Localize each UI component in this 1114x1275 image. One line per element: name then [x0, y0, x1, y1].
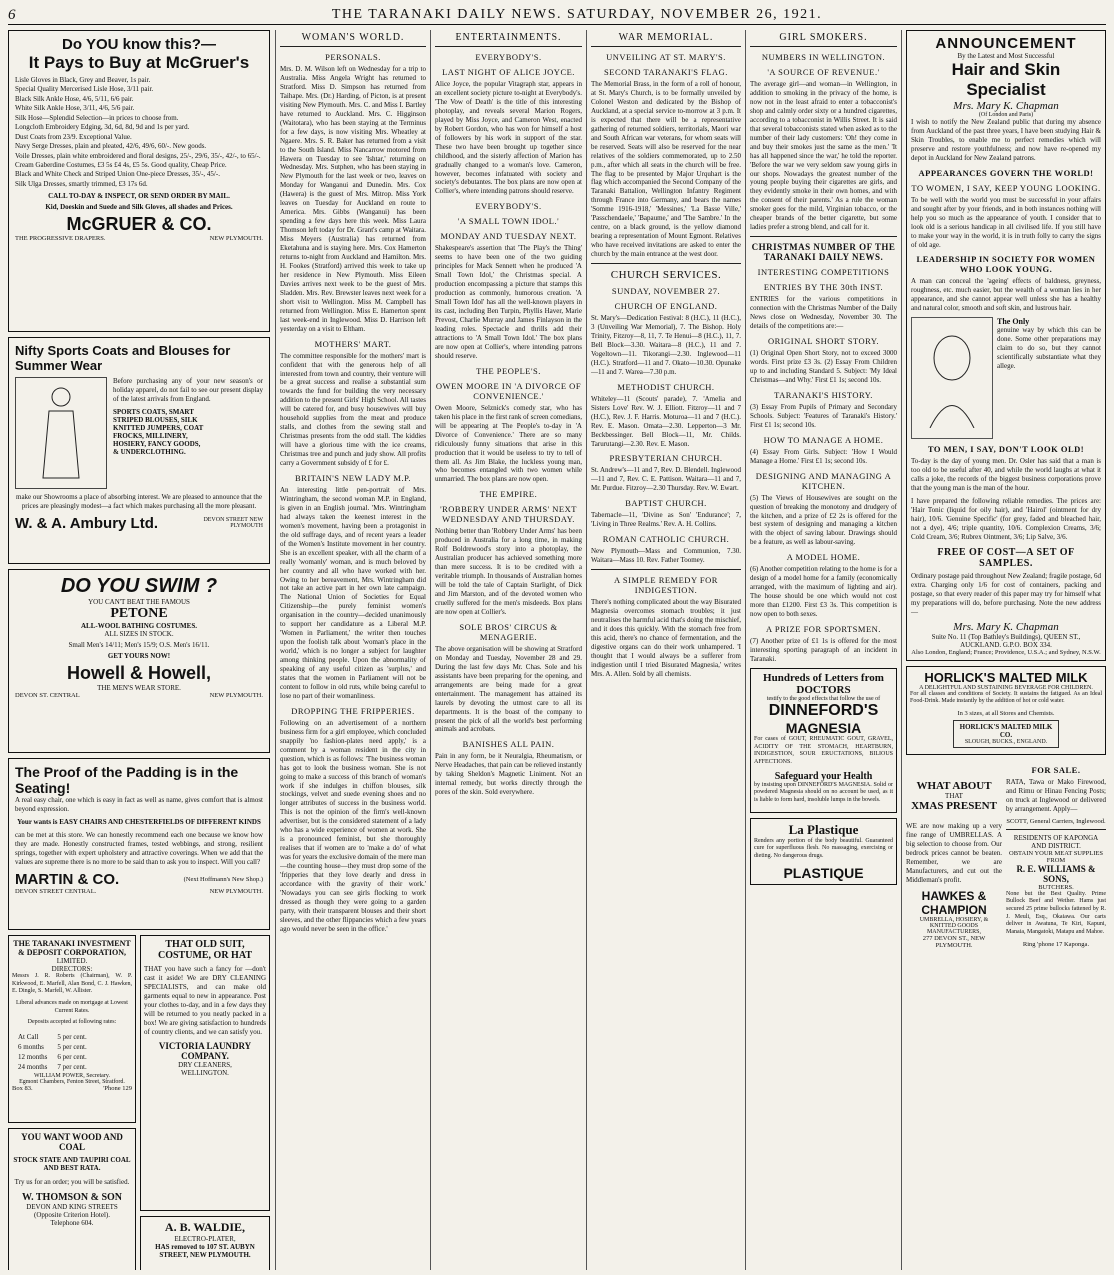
free-text: Ordinary postage paid throughout New Zealand; fragile postage, 6d extra. Charging only 1/6 for cost of containers, packing and postage, so that every reader of this paper may try for himself what my preparations will do, before purchasing. Note the new address— — [911, 571, 1101, 616]
free-heading: FREE OF COST—A SET OF SAMPLES. — [937, 546, 1075, 569]
presbyterian-text: St. Andrew's—11 and 7, Rev. D. Blendell. Inglewood—11 and 7, Rev. C. E. Pattison. Waitara—11 and 7, Mr. Purdue. Fitzroy—2.30 Thursday. Rev. W. Ewart. — [591, 466, 741, 493]
history-heading: TARANAKI'S HISTORY. — [774, 389, 873, 400]
woman-figure-icon — [31, 383, 91, 483]
address-name: Mrs. Mary K. Chapman — [953, 620, 1059, 633]
column-ads-left — [8, 30, 270, 1270]
ad-investment — [8, 935, 136, 1123]
womans-world-heading: WOMAN'S WORLD. — [280, 30, 426, 47]
rate-cell: 6 per cent. — [57, 1053, 87, 1062]
williams-text: None but the Best Quality. Prime Bullock Beef and Wether. Hams just secured 25 prime bullocks fattened by R. J. Meuli, Esq., Okaiawa. Our carts deliver in Awatuna, Te Kiri, Kapuni, Manaia, Mangatoki, Matapu and Mahoe. — [1006, 890, 1106, 936]
ambury-lines — [113, 408, 263, 456]
thomson-shop: W. THOMSON & SON — [21, 1192, 123, 1203]
circus-text: The above organisation will be showing at Stratford on Monday and Tuesday, November 28 and 29. During the last few days Mr. Chas. Sole and his assistants have been preparing for the opening, and arrangements are being made for a great entertainment. The management has attained its laurels by devoting the utmost care to all its departments. It is the boast of the company to present the pick of all the world's best performing animals and acrobats. — [435, 644, 582, 734]
prices-text: I have prepared the following reliable remedies. The prices are: 'Hair Tonic (liquid for oily hair), and 'Hairol' (ointment for dry hair), 10/6. 'Genuine Specific' (for grey, faded and bleached hair, not a dye), 4/6; triple quantity, 10/6. Complexion Creams, 3/6; Cold Cream, 3/6; Rubrex Ointment, 3/6; Lip Salve, 3/6. — [911, 497, 1101, 541]
cofe-text: St. Mary's—Dedication Festival: 8 (H.C.), 11 (H.C.), 3 (Unveiling War Memorial), 7. The Bishop. Holy Trinity, Fitzroy—8, 11, 7. Te Henui—8 (H.C.), 11, 7. Bell Block—3.30. Waitara—8 (H.C.), 11 and 7. Vogeltown—11. Tikorangi—2.30. Inglewood—11 (H.C.). Stratford—11 and 7. Okato—10.30. Opunake—11 and 7. Warea—7.30 p.m. — [591, 314, 741, 376]
column-war-memorial — [591, 30, 741, 1270]
column-rule — [901, 30, 902, 1270]
plastique-heading: La Plastique — [788, 821, 859, 837]
rate-cell: 6 months — [18, 1043, 44, 1052]
competitions-text: ENTRIES for the various competitions in connection with the Christmas Number of the Daily News close on Wednesday, November 30. The details of the competitions are:— — [750, 295, 897, 331]
sale-text: RATA, Tawa or Mako Firewood, and Rimu or Hinau Fencing Posts; on truck at Inglewood or delivered by arrangement. Apply— — [1006, 777, 1106, 813]
flag-heading: SECOND TARANAKI'S FLAG. — [604, 67, 728, 77]
horlicks-text: For all classes and conditions of Society. It sustains the fatigued. As an Ideal Food-Drink. Made instantly by the addition of hot or cold water. — [910, 690, 1102, 705]
mothers-mart-text: The committee responsible for the mothers' mart is confident that with the generous help of all interested from town and country, their venture will be a great success and realise a substantial sum towards the fund for building the very necessary addition to the present Girls' High School. All tastes will be catered for, and busy housewives will buy household supplies from the meat and produce stalls, and clothes from the sewing stall and Christmas presents from the odd stall. The kiddies will have a glorious time with the ice creams, Christmas tree and punch and judy show. All profits carry a Government subsidy of £ for £. — [280, 351, 426, 468]
what-about: WHAT ABOUT — [916, 779, 992, 792]
column-entertainments — [435, 30, 582, 1270]
thomson-headline: YOU WANT WOOD AND COAL — [21, 1132, 123, 1152]
personals-heading: PERSONALS. — [325, 52, 381, 62]
entertainments-heading: ENTERTAINMENTS. — [435, 30, 582, 47]
church-services-heading: CHURCH SERVICES. — [610, 269, 722, 282]
masthead-title: THE TARANAKI DAILY NEWS. SATURDAY, NOVEMBER 26, 1921. — [331, 7, 823, 22]
victoria-body: THAT you have such a fancy for —don't cast it aside! We are DRY CLEANING SPECIALISTS, and can make old garments equal to new in appearance. Post your clothes to-day, and in a few days they will be returned to you neatly packed in a box! We are giving satisfaction to hundreds of country clients, and we can satisfy you. — [144, 965, 266, 1036]
thomson-addr1: DEVON AND KING STREETS — [26, 1203, 118, 1211]
govern-subheading: TO WOMEN, I SAY, KEEP YOUNG LOOKING. — [911, 182, 1101, 193]
baptist-text: Tabernacle—11, 'Divine as Son' 'Endurance'; 7, 'Living in Three Realms.' Rev. A. H. Collins. — [591, 511, 741, 529]
hawkes-sub: UMBRELLA, HOSIERY, & KNITTED GOODS MANUFACTURERS, — [919, 916, 989, 935]
investment-secretary: WILLIAM POWER, Secretary. — [34, 1073, 110, 1080]
rate-row — [14, 1063, 91, 1071]
column-rule — [586, 30, 587, 1270]
martin-left: DEVON STREET CENTRAL. — [15, 887, 97, 895]
mcgruer-item: Special Quality Mercerised Lisle Hose, 3/11 pair. — [15, 85, 154, 94]
waldie-address: HAS removed to 107 ST. AUBYN STREET, NEW PLYMOUTH. — [155, 1243, 255, 1259]
ad-martin — [8, 758, 270, 930]
mcgruer-item-list — [15, 76, 263, 189]
cofe-heading: CHURCH OF ENGLAND. — [614, 301, 718, 312]
horlicks-heading: HORLICK'S MALTED MILK — [924, 669, 1088, 685]
leadership-text: A man can conceal the 'ageing' effects of baldness, greyness, roughness, etc. much easier, but the wealth of a woman lies in her appearance, and she cannot appear well unless she has a healthy and natural color, smooth and soft skin, and lustrous hair. — [911, 277, 1101, 313]
govern-text: To be well with the world you must be successful in your affairs and sought after by your friends, and in both instances nothing will help you so much as the appearance of youth. I consider that to look old is a serious handicap in all civilised life. If you still have to make your way in the world, it is in truth folly to carry the signs of old age. — [911, 195, 1101, 249]
robbery-heading: 'ROBBERY UNDER ARMS' NEXT WEDNESDAY AND THURSDAY. — [440, 504, 577, 525]
mcgruer-callout: CALL TO-DAY & INSPECT, OR SEND ORDER BY MAIL. — [48, 192, 230, 201]
investment-offices: Egmont Chambers, Fenton Street, Stratford. — [19, 1079, 125, 1086]
catholic-text: New Plymouth—Mass and Communion, 7.30. Waitara—Mass 10. Rev. Father Toomey. — [591, 547, 741, 565]
christmas-number-heading: CHRISTMAS NUMBER OF THE TARANAKI DAILY NEWS. — [751, 242, 896, 263]
chapman-name: Mrs. Mary K. Chapman — [953, 100, 1059, 112]
meat-heading: OBTAIN YOUR MEAT SUPPLIES FROM — [1009, 849, 1103, 864]
chapman-intro: I wish to notify the New Zealand public that during my absence from Auckland of the past three years, I have been studying Hair & Skin Troubles, to enable me to perfect remedies which will preserve and restore youthfulness; and now have re-opened my depot in Auckland for New Zealand patrons. — [911, 118, 1101, 162]
dinneford-brand: DINNEFORD'S — [768, 701, 879, 719]
victoria-shop: VICTORIA LAUNDRY COMPANY. — [158, 1040, 252, 1061]
mcgruer-headline: Do YOU know this?— — [62, 36, 216, 53]
hawkes-address: 277 DEVON ST., NEW PLYMOUTH. — [922, 934, 986, 949]
page-number: 6 — [8, 6, 16, 23]
martin-body: A real easy chair, one which is easy in fact as well as name, gives comfort that is almost beyond expression. — [15, 796, 263, 813]
scott-name: SCOTT, General Carriers, Inglewood. — [1006, 817, 1106, 825]
ambury-illustration — [15, 377, 107, 489]
circus-heading: SOLE BROS' CIRCUS & MENAGERIE. — [459, 621, 558, 642]
that-label: THAT — [945, 791, 963, 800]
girl-smokers-heading: GIRL SMOKERS. — [750, 30, 897, 47]
column-rule — [745, 30, 746, 1270]
column-womans-world — [280, 30, 426, 1270]
mcgruer-extra: Kid, Doeskin and Suede and Silk Gloves, all shades and Prices. — [45, 203, 233, 212]
martin-next: (Next Hoffmann's New Shop.) — [183, 875, 263, 883]
howell-line1: YOU CAN'T BEAT THE FAMOUS — [88, 598, 190, 606]
leadership-heading: LEADERSHIP IN SOCIETY FOR WOMEN WHO LOOK YOUNG. — [916, 254, 1096, 275]
ad-waldie — [140, 1216, 270, 1270]
howell-line2: ALL-WOOL BATHING COSTUMES. — [81, 622, 197, 630]
ad-ambury — [8, 337, 270, 564]
robbery-text: Nothing better than 'Robbery Under Arms' has been produced in Australia for a long time, in making Rolf Boldrewood's story into a photoplay, the Australian producer has achieved something more than mere success. It is to be credited with a veritable triumph. In thousands of Australian homes will be told the tale of Captain Starlight, of Dick and Jim Marston, and of the devoted women who cruelly suffered for the men's misdeeds. Box plans are now open at Collier's. — [435, 527, 582, 616]
mcgruer-item: Black Silk Ankle Hose, 4/6, 5/11, 6/6 pair. — [15, 94, 134, 103]
howell-brand: PETONE — [110, 606, 168, 621]
thomson-line: STOCK STATE AND TAUPIRI COAL AND BEST RATA. — [13, 1156, 131, 1172]
govern-heading: APPEARANCES GOVERN THE WORLD! — [918, 167, 1094, 178]
martin-right: NEW PLYMOUTH. — [209, 887, 263, 895]
mcgruer-item: Black and White Check and Striped Union One-piece Dresses, 35/-, 45/-. — [15, 170, 220, 179]
safeguard-heading: Safeguard your Health — [774, 770, 873, 782]
mcgruer-item: Cream Gaberdine Costumes, £3 5s £4 4s, £5 5s. Good quality, Cheap Price. — [15, 160, 227, 169]
martin-want: Your wants is EASY CHAIRS AND CHESTERFIELDS OF DIFFERENT KINDS — [17, 817, 261, 826]
story-heading: ORIGINAL SHORT STORY. — [768, 336, 879, 347]
thomson-try: Try us for an order; you will be satisfied. — [14, 1178, 130, 1186]
howell-shop: Howell & Howell, — [66, 663, 212, 683]
ambury-headline: Nifty Sports Coats and Blouses for Summer Wear — [15, 343, 231, 373]
joyce-heading: LAST NIGHT OF ALICE JOYCE. — [442, 67, 575, 77]
ambury-line: HOSIERY, FANCY GOODS, — [113, 439, 201, 448]
kitchen-heading: DESIGNING AND MANAGING A KITCHEN. — [755, 470, 892, 491]
howell-sub: THE MEN'S WEAR STORE. — [97, 684, 181, 692]
thomson-phone: Telephone 604. — [50, 1219, 94, 1227]
waldie-name: A. B. WALDIE, — [164, 1220, 246, 1234]
xmas-present: XMAS PRESENT — [911, 799, 997, 812]
mcgruer-shop: McGRUER & CO. — [66, 214, 212, 235]
home-heading: HOW TO MANAGE A HOME. — [763, 434, 884, 445]
revenue-heading: 'A SOURCE OF REVENUE.' — [767, 67, 880, 77]
investment-liberal: Liberal advances made on mortgage at Lowest Current Rates. — [16, 1000, 128, 1014]
history-text: (3) Essay From Pupils of Primary and Secondary Schools. Subject: 'Features of Taranaki's History.' First £1 1s; second 10s. — [750, 402, 897, 429]
rate-row — [14, 1043, 91, 1051]
ad-dinneford — [750, 668, 897, 813]
mcgruer-tagline: It Pays to Buy at McGruer's — [28, 53, 250, 72]
rates-table — [12, 1031, 93, 1073]
baptist-heading: BAPTIST CHURCH. — [625, 498, 707, 509]
kaponga-heading: RESIDENTS OF KAPONGA AND DISTRICT. — [1013, 833, 1099, 850]
mcgruer-right: NEW PLYMOUTH. — [209, 235, 263, 243]
howell-line3: ALL SIZES IN STOCK. — [104, 630, 174, 638]
hawkes-text: WE are now making up a very fine range of UMBRELLAS. A big selection to choose from. Our bedrock prices cannot be beaten. Remember, we are Manufacturers, and cut out the Middleman's profit. — [906, 821, 1002, 884]
sports-heading: A PRIZE FOR SPORTSMEN. — [766, 624, 881, 635]
howell-prices: Small Men's 14/11; Men's 15/9; O.S. Men's 16/11. — [68, 641, 210, 649]
howell-right: NEW PLYMOUTH. — [209, 692, 263, 699]
investment-deposits: Deposits accepted at following rates: — [27, 1019, 117, 1026]
men-heading: TO MEN, I SAY, DON'T LOOK OLD! — [927, 444, 1085, 455]
model-text: (6) Another competition relating to the home is for a design of a model home for a family (economically arranged, with the maximum of lighting and air). The house should be one which would not cost more than £1200. First £3 3s. This competition is now open to both sexes. — [750, 565, 897, 619]
ads-bottom-row — [8, 935, 270, 1270]
williams-phone: Ring 'phone 17 Kaponga. — [1022, 940, 1090, 948]
ad-victoria — [140, 935, 270, 1211]
martin-shop: MARTIN & CO. — [15, 870, 120, 888]
mcgruer-left: THE PROGRESSIVE DRAPERS. — [15, 235, 106, 243]
unveiling-heading: UNVEILING AT ST. MARY'S. — [606, 52, 726, 62]
ads-bottom-announce-left — [906, 760, 1002, 949]
fripperies-text: Following on an advertisement of a northern business firm for a girl employee, which concluded snappily 'no fashion-plates need apply,' is a comment by a woman resident in the city in question, which is as follows: 'The business woman has got to look the business woman. She is not going to make a success of this branch of woman's work if she indulges in chiffon blouses, silk stockings, velvet and suede evening shoes and no longer attributes of success in the business world. This is not the opinion of the firm's well-known advertiser, but is the considered statement of a lady who has a wide experience of women at work. She is a pronounced feminist, but she thoroughly realises that if women are to 'make a do' of what was for years the exclusive domain of the mere man—the counting house—they must drop some of the 'fripperies that they love dearly and dress in accordance with the gravity of their work.' 'Nowadays you can see girls flocking to work dressed as though they were going to a garden party, with their transparent blouses and their short sleeves, and the other flippancies which a few years ago would never be seen in the office.' — [280, 718, 426, 933]
owen-moore-heading: OWEN MOORE IN 'A DIVORCE OF CONVENIENCE.' — [435, 380, 582, 401]
dinneford-mid: testify to the good effects that follow the use of — [766, 695, 881, 702]
banishes-heading: BANISHES ALL PAIN. — [462, 739, 555, 750]
portrait-illustration — [911, 317, 993, 439]
ad-plastique — [750, 818, 897, 885]
column-announcement — [906, 30, 1106, 1270]
portrait-icon — [922, 328, 982, 428]
ambury-line: SPORTS COATS, SMART — [113, 407, 194, 416]
mcgruer-item: Navy Serge Dresses, plain and pleated, 42/6, 49/6, 60/-. New goods. — [15, 142, 207, 151]
personals-text: Mrs. D. M. Wilson left on Wednesday for a trip to Australia. Miss Angela Wright has returned to Stratford. Miss D. Simpson has returned from Taihape. Mrs. (Dr.) Harding, of Picton, is at present visiting New Plymouth. Mrs. C. and Miss I. Bartley have returned to Auckland. Mrs. C. Higginson (Waitotara), who has been staying at the Terminus for a few days, is now visiting Mrs. Wheatley at Ngaere. Mrs. S. R. Baker has returned from a visit to the South Island. Miss Nancarrow motored from Hawera on Tuesday to see 'Ishtar,' returning on Wednesday. Mrs. Sutphen, who has been staying in New Plymouth for the last week or two, leaves on Monday for Wanganui and Dunedin. Mrs. Cox (Hawera) is the guest of Mrs. Mitrop. Miss York leaves on Tuesday for Auckland en route to America. Mrs. Gibbs (Wanganui) has been spending a few days here this week. Miss Laura Thomson left today for Dr. Grant's camp at Waitara. Miss Meyers (Australia) has returned from Eketahuna and is staying here. Mrs. Cox Hamerton returns to-night from Auckland and Hamilton. Mrs. H. Fookes (Stratford) arrived this week to take up her residence in New Plymouth. Miss Eileen Davies arrives next week to be the guest of Mrs. Sladden. Mrs. Rev. Brewster leaves next week for a short visit to Wellington. Miss M. Campbell has returned from Wellington. Miss E. Hamerton spent last week-end in Inglewood. Miss D. Harrison left yesterday on a visit to Eltham. — [280, 65, 426, 333]
martin-headline: The Proof of the Padding is in the Seating! — [15, 764, 239, 796]
mothers-mart-heading: MOTHERS' MART. — [314, 338, 392, 349]
investment-directors: Messrs J. R. Roberts (Chairman), W. P. Kirkwood, E. Marfell, Alan Bond, C. J. Hawken, E. Dingle, S. Marfell, W. Allister. — [12, 973, 132, 995]
mcgruer-item: Voile Dresses, plain white embroidered and floral designs, 25/-, 29/6, 35/-, 42/-, to 65/-. — [15, 151, 261, 160]
peoples-heading: THE PEOPLE'S. — [476, 365, 541, 376]
horlicks-tins: In 3 sizes, at all Stores and Chemists. — [957, 709, 1055, 717]
only-text: genuine way by which this can be done. Some other preparations may claim to do so, but they cannot scientifically substantiate what they allege. — [997, 326, 1101, 371]
ad-horlicks — [906, 666, 1106, 755]
mcgruer-item: Longcloth Embroidery Edging, 3d, 6d, 8d, 9d and 1s per yard. — [15, 123, 190, 132]
ad-howell — [8, 569, 270, 753]
empire-heading: THE EMPIRE. — [479, 489, 538, 500]
victoria-headline: THAT OLD SUIT, COSTUME, OR HAT — [158, 939, 252, 961]
chapman-also: Also London, England; France; Providence, U.S.A.; and Sydney, N.S.W. — [911, 648, 1101, 656]
martin-body2: can be met at this store. We can honestly recommend each one because we know how they are made. Honestly constructed frames, tested webbings, and strong, resilient springs, together with expert upholstery and attractive coverings. When we add that the values are supreme there is no more to be said than to ask you to inspect. Will you call? — [15, 830, 263, 866]
howell-headline: DO YOU SWIM ? — [60, 575, 218, 597]
safeguard-text: by insisting upon DINNEFORD'S MAGNESIA. Solid or powdered Magnesia should on no account be used, as it is liable to form hard, insoluble lumps in the bowels. — [754, 781, 893, 803]
chapman-of: (Of London and Paris) — [978, 112, 1034, 118]
ambury-line: KNITTED JUMPERS, COAT — [113, 423, 204, 432]
ad-chapman — [906, 30, 1106, 661]
model-heading: A MODEL HOME. — [786, 552, 861, 563]
ads-bottom-announce — [906, 760, 1106, 949]
dinneford-text: For cases of GOUT, RHEUMATIC GOUT, GRAVEL, ACIDITY OF THE STOMACH, HEARTBURN, INDIGESTION, SOUR ERUCTATIONS, BILIOUS AFFECTIONS. — [754, 735, 893, 765]
men-text: To-day is the day of young men. Dr. Osler has said that a man is too old to be useful after 40, and while the world laughs at what it calls a joke, the records of the biggest business corporations prove that the young man is the man of the hour. — [911, 457, 1101, 493]
investment-phone: 'Phone 129 — [103, 1085, 132, 1093]
investment-box: Box 83. — [12, 1085, 33, 1093]
hawkes-shop: HAWKES & CHAMPION — [921, 888, 987, 917]
investment-title: THE TARANAKI INVESTMENT & DEPOSIT CORPORATION, — [13, 939, 131, 957]
victoria-town: WELLINGTON. — [181, 1068, 229, 1077]
waldie-trade: ELECTRO-PLATER, — [174, 1235, 236, 1243]
joyce-text: Alice Joyce, the popular Vitagraph star, appears in an excellent society picture to-night at Everybody's. 'The Vow of Death' is the title of this interesting photoplay, and reveals several Marion Rogers, played by Miss Joyce, and Cameron West, enacted by Robert Gordon, who has won for himself a host of followers by his work in support of the star. These two have been brought up together since childhood, and the sisterly affection of Marion has gradually changed to a woman's love. Cameron, however, becomes infatuated with society and society's debutantes. The box plans are now open at Collier's, where intending patrons should reserve. — [435, 80, 582, 196]
victoria-sub: DRY CLEANERS, — [178, 1060, 232, 1069]
ads-bottom-right — [140, 935, 270, 1270]
rate-cell: 12 months — [18, 1053, 48, 1062]
home-text: (4) Essay From Girls. Subject: 'How I Would Manage a Home.' First £1 1s; second 10s. — [750, 447, 897, 465]
war-memorial-heading: WAR MEMORIAL. — [591, 30, 741, 47]
girl-smokers-text: The average girl—and woman—in Wellington, in addition to smoking in the privacy of the home, is now not in the least afraid to enter a tobacconist's shop and calmly order sixty or a hundred cigarettes, according to a tobacconist in Willis Street. It is said that several tobacconists stated when asked as to the number of their lady customers: 'Oh! they come in and buy their smokes just the same as the men.' 'It has all happened since the war,' he told the reporter. 'Before the war we very seldom saw young girls in our shops. Nowadays the greatest number of the young people buying their cigarettes are girls, and they evidently smoke in their own homes, and with the consent of their parents.' As a rule the woman smoker goes for the mild, Virginian tobacco, or the cheaper brands of the better cigarette, but some ladies prefer a strong blend, and call for it. — [750, 80, 897, 232]
entries-heading: ENTRIES BY THE 30th INST. — [763, 282, 884, 293]
mcgruer-item: Lisle Gloves in Black, Grey and Beaver, 1s pair. — [15, 76, 151, 84]
methodist-heading: METHODIST CHURCH. — [617, 381, 715, 392]
owen-moore-text: Owen Moore, Selznick's comedy star, who has taken his place in the first rank of screen comedians, will be appearing at The People's to-day in 'A Divorce of Convenience.' There are so many ridiculously funny situations that arise in this production that it would be useless to try to tell of them all. As Jim Blake, the luckless young man, who becomes entangled with two women while unmarried. The box plans are now open. — [435, 403, 582, 484]
announcement-heading: ANNOUNCEMENT — [935, 35, 1077, 52]
lady-mp-heading: BRITAIN'S NEW LADY M.P. — [294, 472, 411, 483]
ambury-footer: make our Showrooms a place of absorbing interest. We are pleased to announce that the prices are pleasingly modest—a fact which makes purchasing all the more pleasant. — [16, 493, 262, 510]
rate-cell: At Call — [18, 1033, 39, 1042]
ads-bottom-left — [8, 935, 136, 1270]
chapman-address: Suite No. 11 (Top Bathley's Buildings), QUEEN ST., AUCKLAND. G.P.O. BOX 334. — [931, 632, 1081, 649]
mcgruer-item: Silk Hose—Splendid Selection—in prices to choose from. — [15, 113, 179, 122]
kitchen-text: (5) The Views of Housewives are sought on the question of breaking the monotony and drudgery of the kitchen, and a prize of £2 2s is offered for the best system of designing and managing a kitchen with the object of saving labour. Drawings should be a feature, as well as labour-saving. — [750, 493, 897, 547]
war-memorial-text: The Memorial Brass, in the form of a roll of honour, at St. Mary's Church, is to be formally unveiled by Colonel Weston and dedicated by the Bishop of Auckland, at a special service to-morrow at 3 p.m. It is expected that there will be a representative gathering of returned soldiers, territorials, Maori war and South African war veterans, for whom seats will be reserved. Seats will also be reserved for the near relatives of the soldiers commemorated, up to 2.50 p.m., after which all seats in the church will be free. The flag to be presented by Major Urquhart is the flag which accompanied the Second Company of the Taranaki Battalion, Wellington Infantry Regiment through France into Germany, and bears the names 'Somme 1916-1918,' 'Messines,' 'La Basse Ville,' 'Passchendaele,' 'Bapaume,' and 'The Sambre.' In the centre, on a black ground, is the yellow diamond bearing a representation of Mount Egmont. Relatives who have received invitations are asked to enter the church by the main entrance at the west door. — [591, 80, 741, 259]
rate-cell: 5 per cent. — [57, 1033, 87, 1042]
rate-cell: 7 per cent. — [57, 1063, 87, 1072]
ambury-line: FROCKS, MILLINERY, — [113, 431, 188, 440]
small-town-idol-date: MONDAY AND TUESDAY NEXT. — [440, 231, 577, 242]
ambury-line: STRIPED BLOUSES, SILK — [113, 415, 198, 424]
numbers-heading: NUMBERS IN WELLINGTON. — [761, 52, 886, 62]
ambury-address: DEVON STREET NEW PLYMOUTH — [203, 517, 263, 530]
by-latest: By the Latest and Most Successful — [957, 52, 1055, 60]
horlicks-sub: A DELIGHTFUL AND SUSTAINING BEVERAGE FOR CHILDREN. — [919, 684, 1093, 691]
sale-heading: FOR SALE. — [1031, 764, 1081, 775]
fripperies-heading: DROPPING THE FRIPPERIES. — [291, 705, 415, 716]
investment-limited: LIMITED. — [56, 957, 88, 965]
column-rule — [275, 30, 276, 1270]
dinneford-top: Hundreds of Letters from DOCTORS — [763, 671, 884, 696]
hair-skin-heading: Hair and Skin Specialist — [951, 60, 1061, 99]
rate-cell: 24 months — [18, 1063, 48, 1072]
mcgruer-item: Dust Coats from 23/9. Exceptional Value. — [15, 132, 132, 141]
horlicks-jar-label: HORLICK'S MALTED MILK CO. — [959, 722, 1053, 739]
rate-row — [14, 1033, 91, 1041]
butchers-label: BUTCHERS. — [1038, 883, 1074, 891]
ad-mcgruer — [8, 30, 270, 332]
story-text: (1) Original Open Short Story, not to exceed 3000 words. First prize £3 3s. (2) Essay From Children up to and including Standard 5. Subject: 'My Ideal Christmas—and Why.' First £1 1s; second 10s. — [750, 349, 897, 384]
indigestion-text: There's nothing complicated about the way Bisurated Magnesia overcomes stomach troubles; it just neutralises the harmful acid that's doing the mischief, and it does this quickly. With the stomach free from this acid, there's no chance of fermentation, and the digestive organs can do their work unhampered. 'I thought that I would always be a sufferer from indigestion until I tried Bisurated Magnesia,' writes Mrs. A. Allen. Sold by all chemists. — [591, 598, 741, 678]
small-town-idol-text: Shakespeare's assertion that 'The Play's the Thing' seems to have been one of the two guiding principles for Mack Sennett when he produced 'A Small Town Idol,' the Christmas special. A production encompassing a picture that stamps this production as commonly, humorous creation. 'A Small Town Idol' has all the well-known players in its cast, including Ben Turpin, Phyllis Haver, Marie Prevost, Charlie Murray and James Finlayson in the leading roles. Spectacle and thrills add their attractions to 'A Small Town Idol.' The box plans are now open at Collier's, where intending patrons should reserve. — [435, 244, 582, 360]
column-rule — [430, 30, 431, 1270]
mcgruer-item: Silk Ulga Dresses, smartly trimmed, £3 17s 6d. — [15, 179, 148, 188]
banishes-text: Pain in any form, be it Neuralgia, Rheumatism, or Nerve Headaches, that pain can be relieved instantly by taking Sheldon's Magnetic Liniment. Not an internal remedy, but works directly through the pores of the skin. Sold everywhere. — [435, 752, 582, 797]
catholic-heading: ROMAN CATHOLIC CHURCH. — [602, 534, 730, 545]
masthead — [8, 6, 1106, 25]
column-girl-smokers — [750, 30, 897, 1270]
ambury-line: & UNDERCLOTHING. — [113, 447, 186, 456]
howell-cta: GET YOURS NOW! — [107, 652, 171, 660]
mcgruer-item: White Silk Ankle Hose, 3/11, 4/6, 5/6 pair. — [15, 104, 135, 113]
ambury-body: Before purchasing any of your new season's or holiday apparel, do not fail to see our present display of the latest arrivals from England. — [113, 377, 263, 403]
rate-cell: 5 per cent. — [57, 1043, 87, 1052]
plastique-text: Renders any portion of the body beautiful. Guaranteed cure for superfluous flesh. No massaging, exercising or dieting. No dangerous drugs. — [754, 837, 893, 859]
ambury-shop: W. & A. Ambury Ltd. — [15, 514, 159, 532]
thomson-addr2: (Opposite Criterion Hotel). — [33, 1211, 110, 1219]
everybodys-heading: EVERYBODY'S. — [475, 52, 542, 62]
plastique-footer: PLASTIQUE — [783, 864, 864, 881]
everybodys-heading-2: EVERYBODY'S. — [475, 201, 542, 212]
only-heading: The Only — [997, 317, 1030, 327]
williams-name: R. E. WILLIAMS & SONS, — [1016, 863, 1096, 884]
ads-bottom-announce-right — [1006, 760, 1106, 949]
presbyterian-heading: PRESBYTERIAN CHURCH. — [609, 453, 723, 464]
rate-row — [14, 1053, 91, 1061]
sports-text: (7) Another prize of £1 1s is offered for the most interesting sporting paragraph of an incident in Taranaki. — [750, 637, 897, 663]
investment-directors-label: DIRECTORS: — [51, 965, 93, 973]
small-town-idol-heading: 'A SMALL TOWN IDOL.' — [457, 216, 560, 227]
magnesia-brand: MAGNESIA — [785, 719, 862, 736]
indigestion-heading: A SIMPLE REMEDY FOR INDIGESTION. — [614, 575, 718, 596]
sunday-heading: SUNDAY, NOVEMBER 27. — [611, 286, 721, 297]
ad-thomson — [8, 1128, 136, 1270]
methodist-text: Whiteley—11 (Scouts' parade), 7. 'Amelia and Sisters Love' Rev. W. J. Elliott. Fitzroy—11 and 7 (H.C.), Rev. J. F. Harris. Moturoa—11 and 7 (H.C.). Rev. E. Mason. Omata—2.30. Lepperton—3 Mr. Beckbessinger. Bell Block—11, Mr. Childs. Tarurutangi—2.30. Rev. E. Mason. — [591, 394, 741, 448]
lady-mp-text: An interesting little pen-portrait of Mrs. Wintringham, the second woman M.P. in England, is given in an English journal. 'Mrs. Wintringham had always taken the keenest interest in the women's movement, having been a protagonist in the old suffrage days, and of recent years a leader of the Women's Institute movement in her country. She is an excellent speaker, with all the charm of a really 'womanly' woman, and is much beloved by her country and all who have worked with her. Owing to her bereavement, Mrs. Wintringham did not take an active part in her own late campaign. The National Union of Societies for Equal Citizenship—the purely feminist women's organisation in the country—decided unanimously to support her candidature as a Liberal M.P. 'Women in Parliament,' the writer then touches upon the foolish talk about 'woman's place in the world,' which is no longer a subject for laughter among thinking people. Upon the abnormality of speaking of any useful citizen as 'surplus,' and states that the women in Parliament will not be content to follow in old ruts, while being careful to lose no part of their womanliness. — [280, 485, 426, 700]
howell-left: DEVON ST. CENTRAL — [15, 692, 80, 699]
competitions-heading: INTERESTING COMPETITIONS — [757, 267, 890, 278]
horlicks-jar-sub: SLOUGH, BUCKS., ENGLAND. — [964, 738, 1048, 745]
